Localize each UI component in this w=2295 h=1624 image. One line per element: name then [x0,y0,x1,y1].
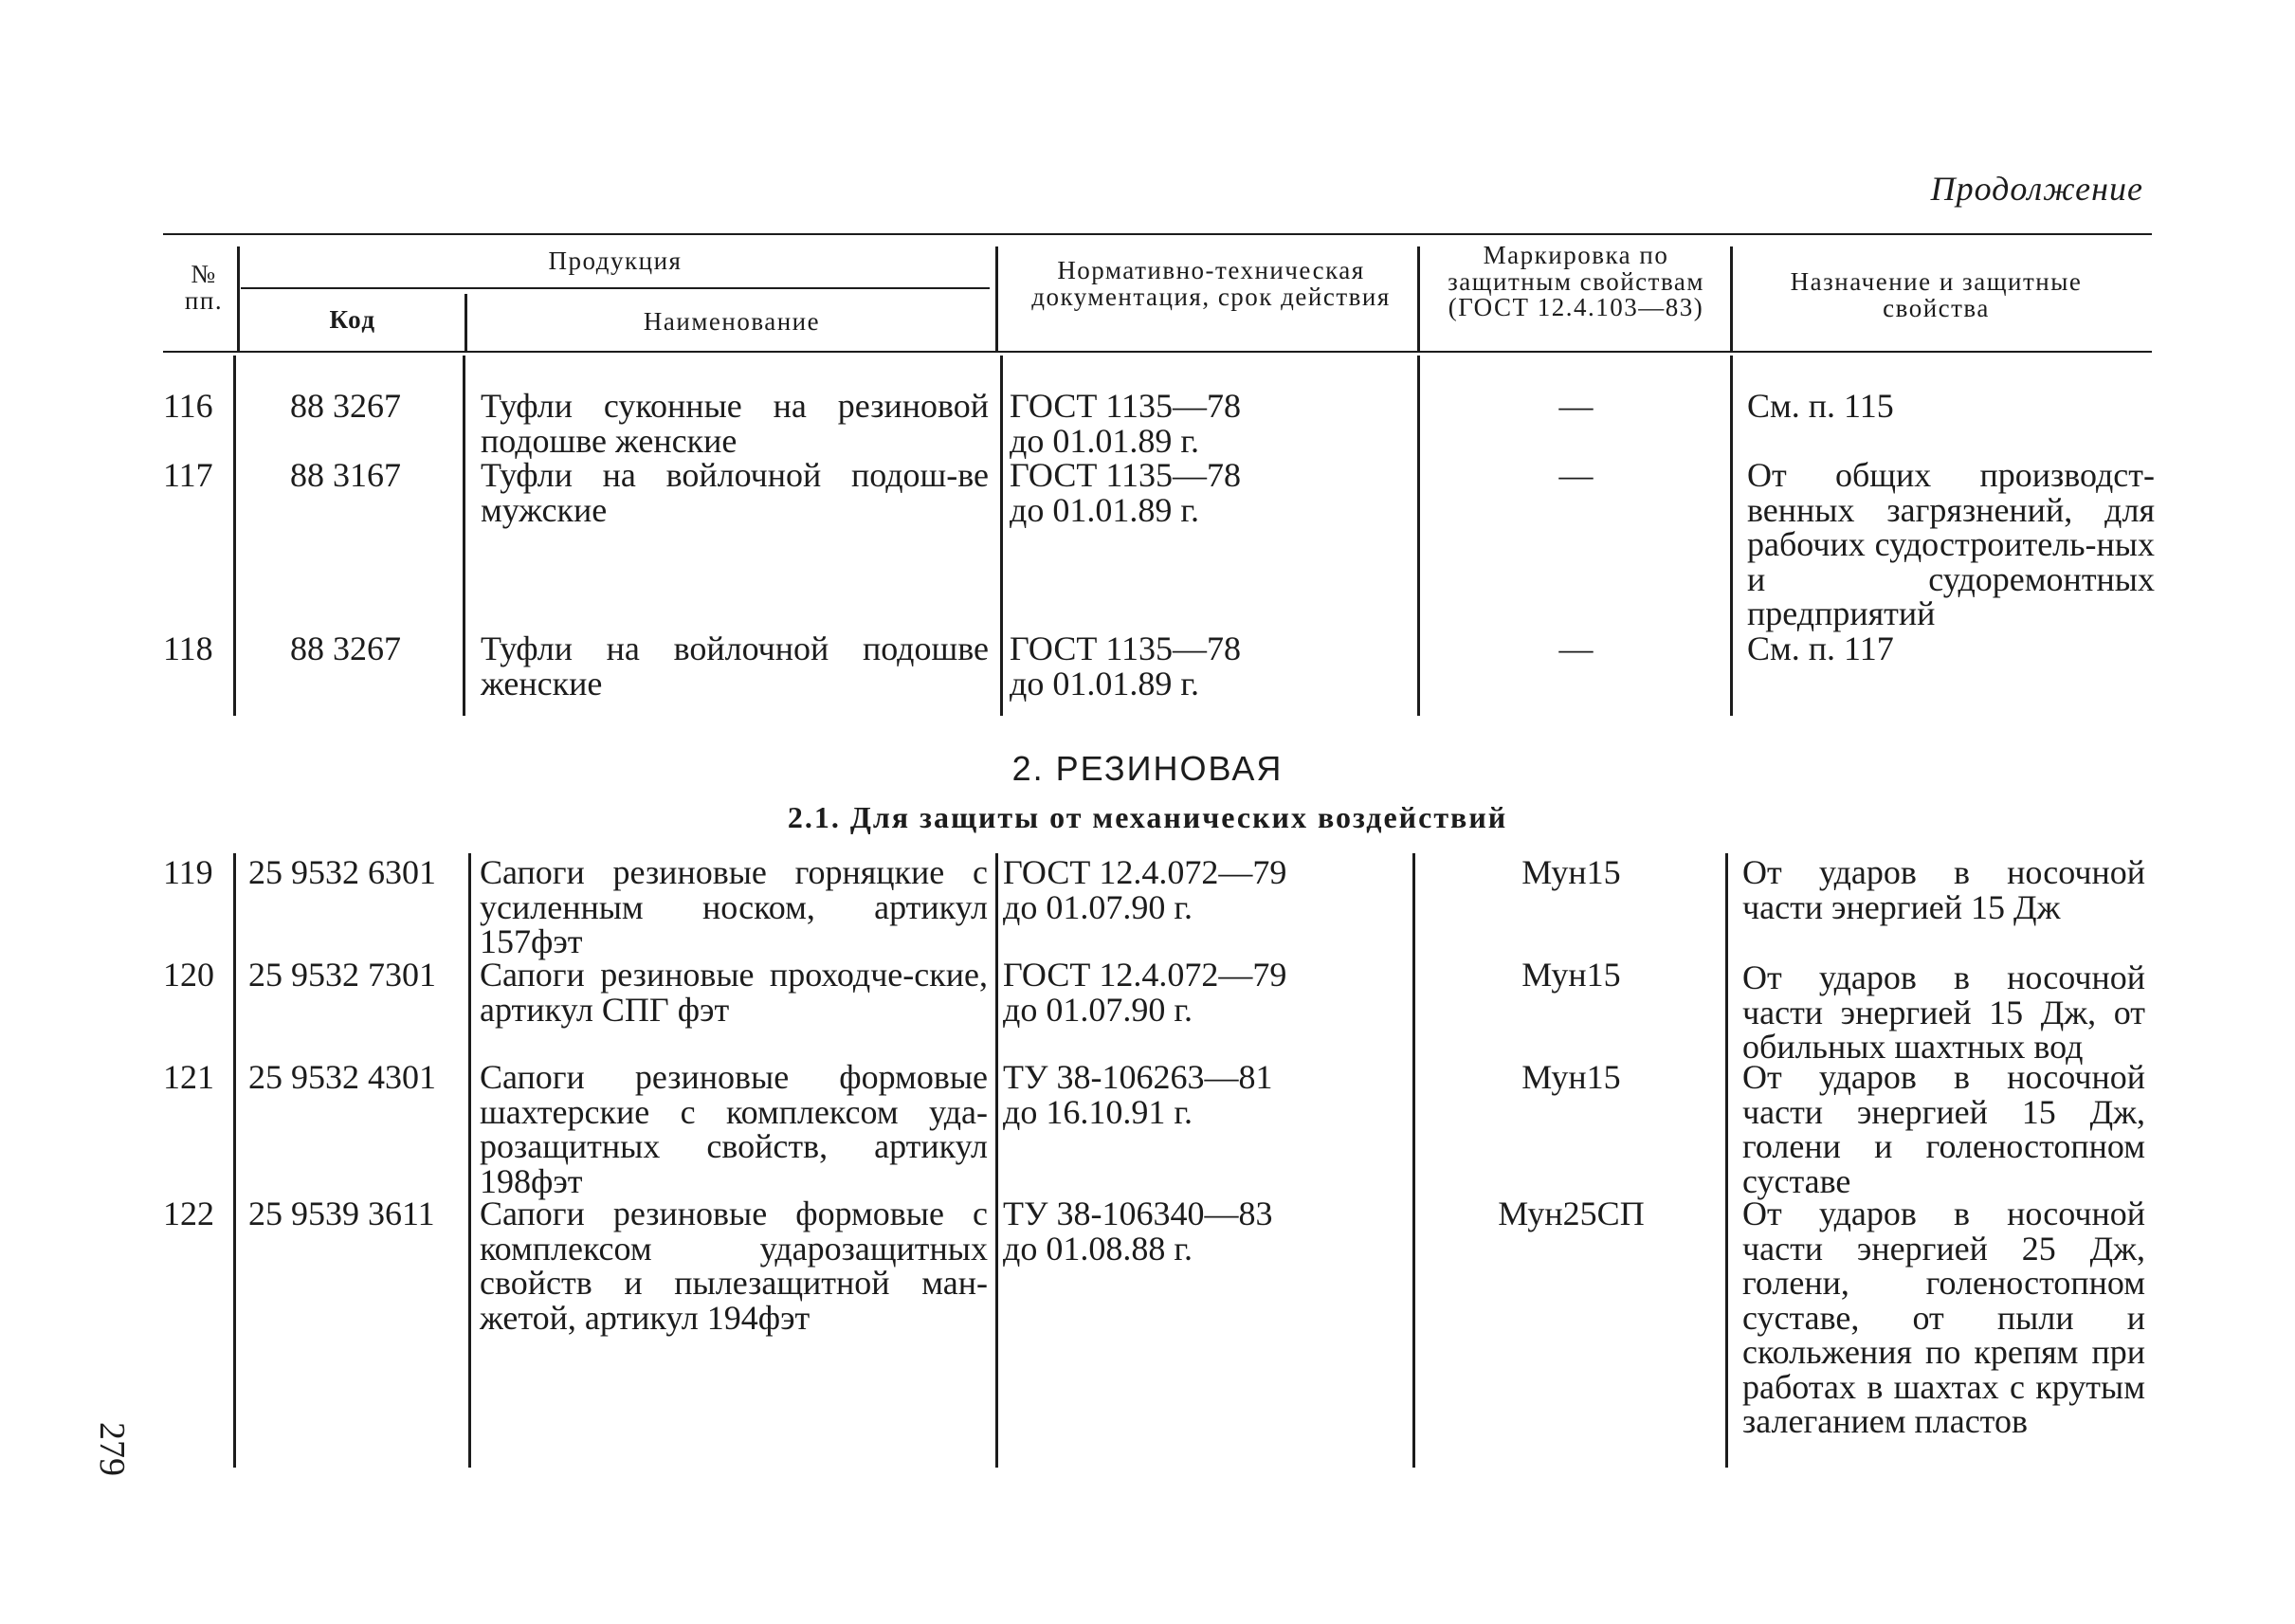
row-purpose: От ударов в носочной части энергией 15 Дж, голени и голеностопном суставе [1742,1058,2145,1200]
row-code: 25 9532 6301 [248,853,436,891]
column-divider [1730,356,1733,716]
row-marking: Мун15 [1521,853,1621,891]
row-code: 88 3167 [290,456,401,494]
row-marking: Мун15 [1521,1058,1621,1096]
header-no: № пп. [184,260,224,315]
row-doc: ТУ 38-106263—81 до 16.10.91 г. [1003,1058,1273,1131]
header-divider [995,246,998,351]
row-number: 121 [163,1058,214,1096]
column-divider [1412,853,1415,1468]
row-code: 25 9532 4301 [248,1058,436,1096]
row-doc: ГОСТ 1135—78 до 01.01.89 г. [1010,456,1242,529]
row-doc: ГОСТ 1135—78 до 01.01.89 г. [1010,387,1242,460]
header-doc: Нормативно-техническая документация, срок действия [1031,256,1391,311]
header-divider [237,246,240,351]
column-divider [463,356,465,716]
column-divider [1000,356,1003,716]
header-purpose: Назначение и защитные свойства [1790,267,2083,322]
column-divider [233,853,236,1468]
row-doc: ГОСТ 12.4.072—79 до 01.07.90 г. [1003,956,1287,1029]
column-divider [468,853,471,1468]
header-marking: Маркировка по защитным свойствам (ГОСТ 12.4.103—83) [1448,241,1704,322]
row-purpose: От ударов в носочной части энергией 15 Дж [1742,853,2145,926]
row-code: 25 9532 7301 [248,956,436,994]
row-name: Сапоги резиновые проходче-ские, артикул СПГ фэт [480,956,988,1029]
row-marking: — [1558,630,1594,667]
header-divider [464,294,467,351]
row-number: 117 [163,456,213,494]
row-number: 119 [163,853,213,891]
column-divider [233,356,236,716]
row-purpose: От ударов в носочной части энергией 15 Дж, от обильных шахтных вод [1742,958,2145,1066]
row-name: Сапоги резиновые формовые с комплексом ударозащитных свойств и пылезащитной ман-жетой, артикул 194фэт [480,1195,988,1337]
row-doc: ГОСТ 12.4.072—79 до 01.07.90 г. [1003,853,1287,926]
header-divider [1730,246,1733,351]
row-name: Туфли на войлочной подошве женские [481,630,989,703]
header-code: Код [329,305,376,334]
row-number: 118 [163,630,213,667]
column-divider [995,853,998,1468]
continuation-label: Продолжение [1930,170,2143,208]
subsection-title: 2.1. Для защиты от механических воздействий [787,800,1508,834]
row-purpose: См. п. 117 [1747,630,1894,667]
row-name: Сапоги резиновые формовые шахтерские с комплексом уда-розащитных свойств, артикул 198фэт [480,1058,988,1200]
header-top-rule [163,233,2152,235]
row-marking: — [1558,387,1594,425]
row-code: 88 3267 [290,630,401,667]
row-purpose: От общих производст-венных загрязнений, для рабочих судостроитель-ных и судоремонтных предприятий [1747,456,2155,632]
row-purpose: От ударов в носочной части энергией 25 Дж, голени, голеностопном суставе, от пыли и скольжения по крепям при работах в шахтах с крутым залеганием пластов [1742,1195,2145,1440]
row-name: Сапоги резиновые горняцкие с усиленным носком, артикул 157фэт [480,853,988,960]
row-number: 116 [163,387,213,425]
row-number: 122 [163,1195,214,1232]
row-marking: Мун25СП [1498,1195,1645,1232]
row-marking: Мун15 [1521,956,1621,994]
row-number: 120 [163,956,214,994]
header-name: Наименование [643,307,821,336]
page-number: 279 [92,1422,132,1476]
row-name: Туфли суконные на резиновой подошве женские [481,387,989,460]
row-marking: — [1558,456,1594,494]
header-product: Продукция [548,246,683,275]
row-name: Туфли на войлочной подош-ве мужские [481,456,989,529]
row-code: 88 3267 [290,387,401,425]
row-doc: ГОСТ 1135—78 до 01.01.89 г. [1010,630,1242,703]
column-divider [1725,853,1728,1468]
header-divider [1417,246,1420,351]
row-doc: ТУ 38-106340—83 до 01.08.88 г. [1003,1195,1273,1268]
column-divider [1417,356,1420,716]
row-code: 25 9539 3611 [248,1195,435,1232]
product-subheader-rule [241,287,990,289]
row-purpose: См. п. 115 [1747,387,1894,425]
section-title: 2. РЕЗИНОВАЯ [1011,749,1284,788]
header-bottom-rule [163,351,2152,353]
